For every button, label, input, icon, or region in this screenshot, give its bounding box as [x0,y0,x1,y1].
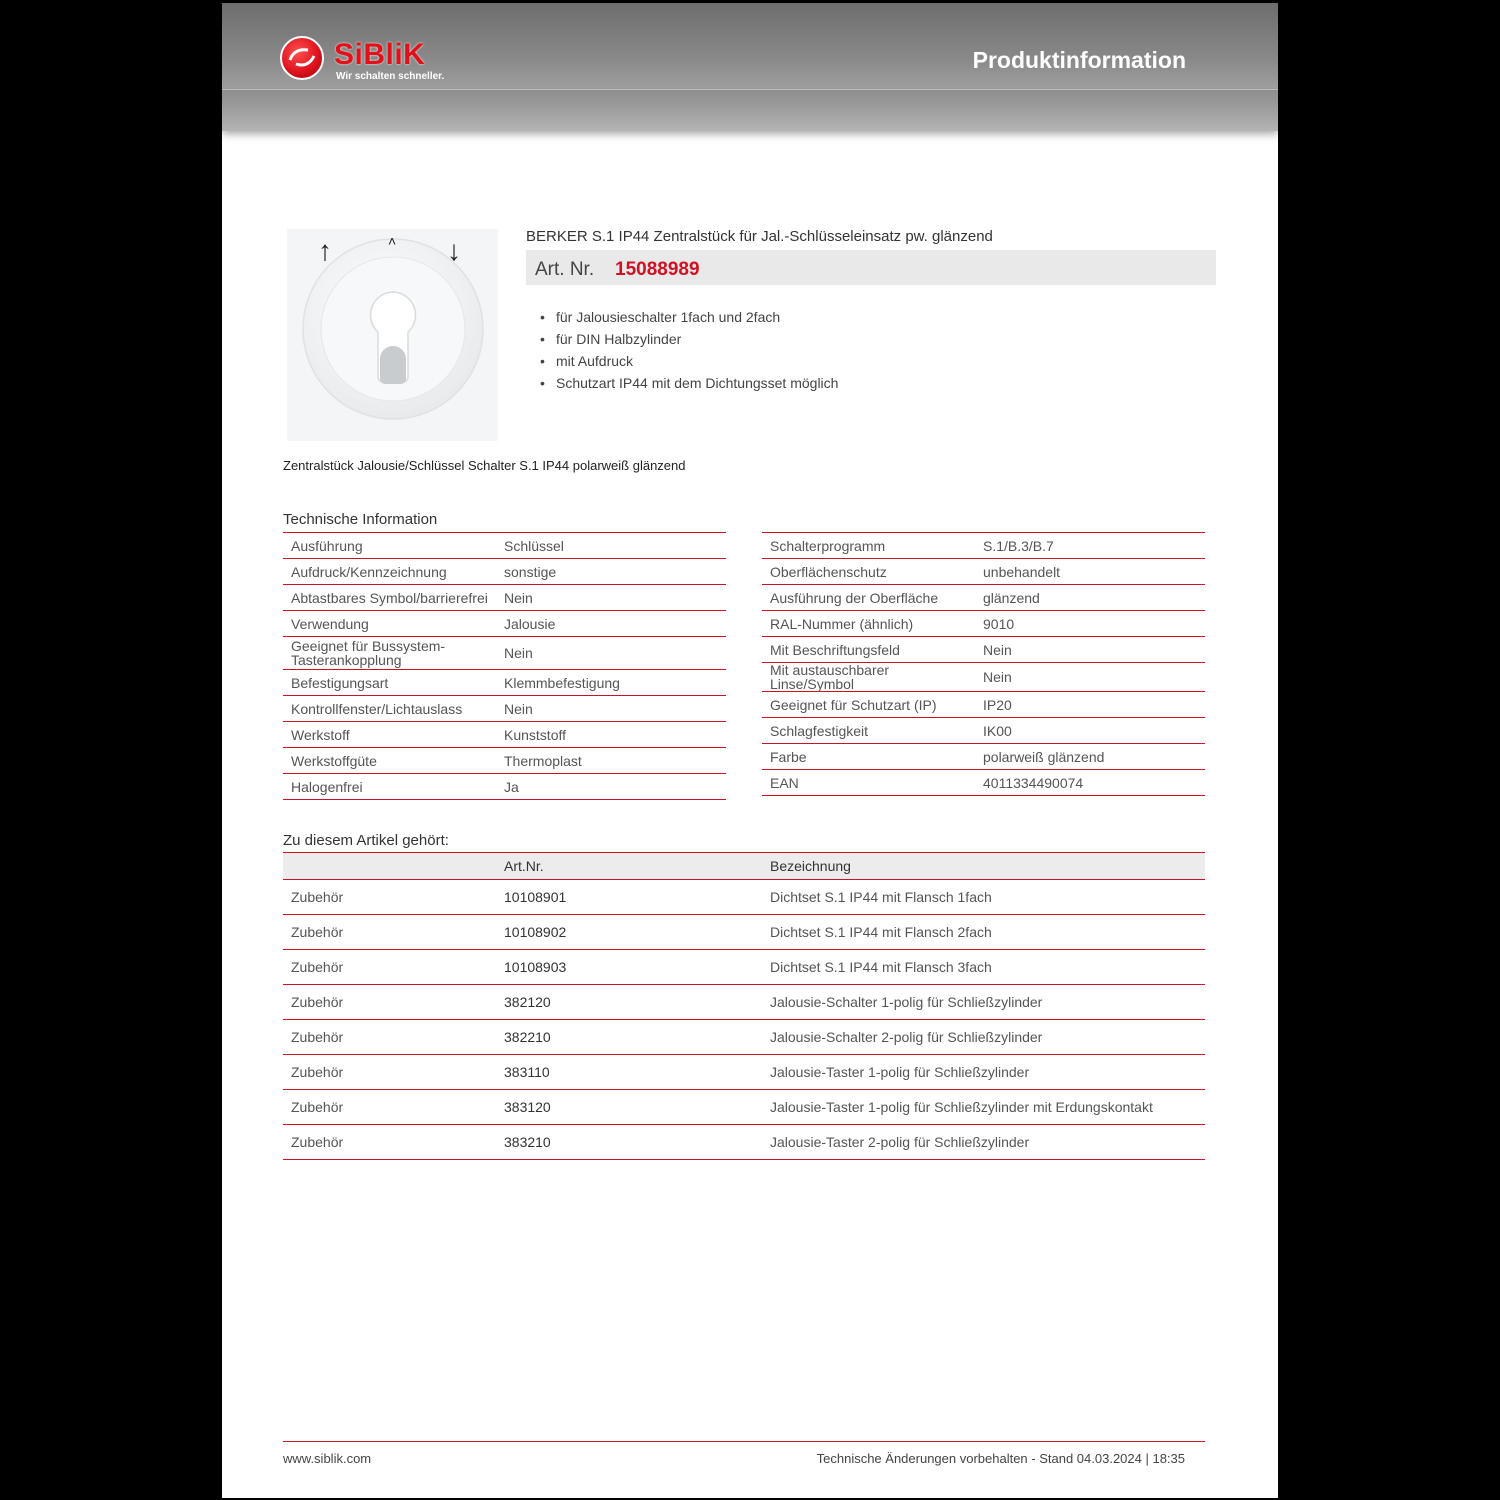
accessory-desc: Dichtset S.1 IP44 mit Flansch 1fach [762,880,1205,915]
tech-value: 4011334490074 [975,770,1205,796]
table-row [762,770,1205,796]
accessory-desc: Dichtset S.1 IP44 mit Flansch 2fach [762,915,1205,950]
accessory-type: Zubehör [283,1055,496,1090]
table-row [283,559,726,585]
accessory-type: Zubehör [283,880,496,915]
footer-divider [283,1441,1205,1442]
table-row [283,950,1205,985]
tech-value: 9010 [975,611,1205,637]
page-header [222,3,1278,131]
table-row [283,696,726,722]
table-row [283,915,1205,950]
table-row [762,611,1205,637]
tech-label: RAL-Nummer (ähnlich) [762,611,975,637]
tech-label: Aufdruck/Kennzeichnung [283,559,496,585]
table-row [762,559,1205,585]
table-row [283,1055,1205,1090]
table-row [283,774,726,800]
tech-info-title: Technische Information [283,511,438,528]
table-row [762,533,1205,559]
arrow-down-icon: ↓ [447,235,461,266]
table-row [762,663,1205,692]
footer-website-link[interactable]: www.siblik.com [283,1451,372,1466]
accessory-artnr: 383110 [496,1055,762,1090]
accessory-type: Zubehör [283,1090,496,1125]
article-number-label: Art. Nr. [535,259,595,280]
table-row [762,637,1205,663]
feature-item: • Schutzart IP44 mit dem Dichtungsset möglich [540,372,838,394]
accessory-artnr: 10108902 [496,915,762,950]
table-row [283,1125,1205,1160]
article-number-bar [526,250,1216,285]
tech-label: Geeignet für Bussystem-Tasterankopplung [283,637,496,670]
arrow-up-icon: ↑ [318,235,332,266]
accessory-artnr: 10108901 [496,880,762,915]
tech-label: Mit austauschbarer Linse/Symbol [762,663,975,692]
document-page [222,3,1278,1498]
tech-table-right [762,532,1205,796]
table-row [762,585,1205,611]
feature-item: • mit Aufdruck [540,350,838,372]
tech-label: EAN [762,770,975,796]
tech-label: Geeignet für Schutzart (IP) [762,692,975,718]
tech-value: unbehandelt [975,559,1205,585]
table-row [762,692,1205,718]
page-title: Produktinformation [972,47,1186,73]
logo-emblem-icon [280,36,324,80]
tech-label: Abtastbares Symbol/barrierefrei [283,585,496,611]
table-row [283,1020,1205,1055]
column-header [283,853,496,880]
column-header-bezeichnung: Bezeichnung [762,853,1205,880]
tech-label: Verwendung [283,611,496,637]
tech-label: Befestigungsart [283,670,496,696]
header-divider [222,89,1278,90]
accessory-type: Zubehör [283,1125,496,1160]
feature-list [540,306,838,394]
table-row [762,718,1205,744]
tech-label: Schlagfestigkeit [762,718,975,744]
tech-value: glänzend [975,585,1205,611]
accessories-title: Zu diesem Artikel gehört: [283,832,449,849]
tech-value: Nein [496,585,726,611]
tech-value: Jalousie [496,611,726,637]
table-row [283,880,1205,915]
tech-label: Ausführung [283,533,496,559]
tech-label: Ausführung der Oberfläche [762,585,975,611]
footer-note: Technische Änderungen vorbehalten - Stand 04.03.2024 | 18:35 [816,1451,1185,1466]
table-header-row [283,853,1205,880]
accessory-desc: Jalousie-Taster 1-polig für Schließzylinder [762,1055,1205,1090]
accessory-type: Zubehör [283,985,496,1020]
tech-value: Nein [975,663,1205,692]
table-row [283,533,726,559]
table-row [283,585,726,611]
tech-value: Klemmbefestigung [496,670,726,696]
tech-value: Thermoplast [496,748,726,774]
tech-value: Ja [496,774,726,800]
accessory-artnr: 382210 [496,1020,762,1055]
product-title: BERKER S.1 IP44 Zentralstück für Jal.-Schlüsseleinsatz pw. glänzend [526,228,993,245]
accessory-artnr: 10108903 [496,950,762,985]
tech-label: Oberflächenschutz [762,559,975,585]
tech-label: Kontrollfenster/Lichtauslass [283,696,496,722]
tech-value: Nein [496,696,726,722]
product-image [287,229,498,441]
tech-label: Mit Beschriftungsfeld [762,637,975,663]
logo-wordmark: SiBliK [334,38,426,71]
tech-value: Kunststoff [496,722,726,748]
tech-value: polarweiß glänzend [975,744,1205,770]
accessory-type: Zubehör [283,950,496,985]
accessory-type: Zubehör [283,1020,496,1055]
tech-label: Schalterprogramm [762,533,975,559]
accessory-desc: Jalousie-Schalter 2-polig für Schließzylinder [762,1020,1205,1055]
accessory-artnr: 383210 [496,1125,762,1160]
table-row [283,611,726,637]
table-row [283,985,1205,1020]
article-number-value: 15088989 [615,259,700,280]
product-subtitle: Zentralstück Jalousie/Schlüssel Schalter S.1 IP44 polarweiß glänzend [283,458,686,473]
accessory-type: Zubehör [283,915,496,950]
table-row [762,744,1205,770]
tech-value: IK00 [975,718,1205,744]
table-row [283,748,726,774]
table-row [283,1090,1205,1125]
feature-item: • für DIN Halbzylinder [540,328,838,350]
accessory-desc: Jalousie-Taster 1-polig für Schließzylinder mit Erdungskontakt [762,1090,1205,1125]
accessory-desc: Jalousie-Taster 2-polig für Schließzylinder [762,1125,1205,1160]
accessory-desc: Jalousie-Schalter 1-polig für Schließzylinder [762,985,1205,1020]
tech-value: S.1/B.3/B.7 [975,533,1205,559]
accessory-artnr: 382120 [496,985,762,1020]
tech-label: Farbe [762,744,975,770]
tech-label: Werkstoff [283,722,496,748]
feature-item: • für Jalousieschalter 1fach und 2fach [540,306,838,328]
column-header-artnr: Art.Nr. [496,853,762,880]
accessories-table [283,852,1205,1160]
chevron-up-icon: ˄ [388,233,397,249]
table-row [283,637,726,670]
table-row [283,670,726,696]
tech-value: sonstige [496,559,726,585]
tech-label: Halogenfrei [283,774,496,800]
accessory-artnr: 383120 [496,1090,762,1125]
tech-value: Nein [975,637,1205,663]
siblik-logo [280,36,480,88]
tech-value: Nein [496,637,726,670]
tech-label: Werkstoffgüte [283,748,496,774]
tech-value: Schlüssel [496,533,726,559]
logo-slogan: Wir schalten schneller. [336,71,445,82]
tech-value: IP20 [975,692,1205,718]
tech-table-left [283,532,726,800]
accessory-desc: Dichtset S.1 IP44 mit Flansch 3fach [762,950,1205,985]
table-row [283,722,726,748]
